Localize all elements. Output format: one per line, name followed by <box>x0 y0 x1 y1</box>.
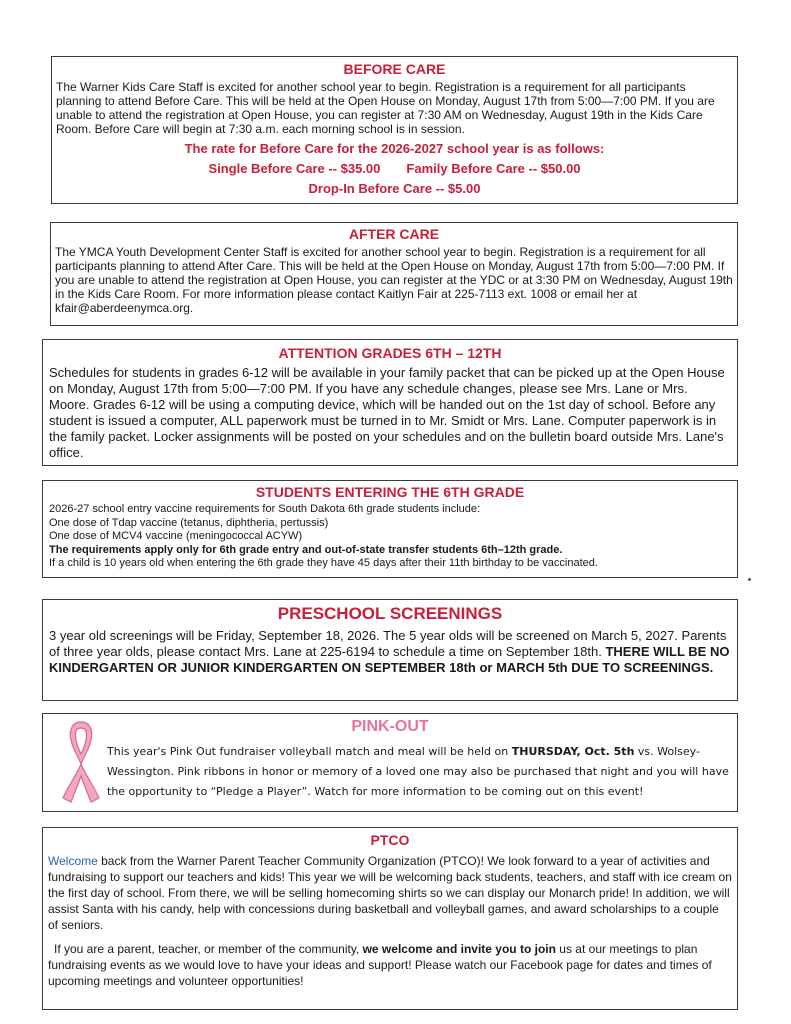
ptco-text-1: back from the Warner Parent Teacher Community Organization (PTCO)! We look forward to a year of activities and fundraising to support our teachers and kids! This year we will be welcoming back students, teachers, and staff with ice cream on the first day of school. From there, we will be selling homecoming shirts so we can display our Monarch pride! In addition, we will assist Santa with his candy, help with concessions during basketball and volleyball games, and award scholarships to a couple of seniors. <box>48 854 732 932</box>
after-care-title: AFTER CARE <box>348 226 440 242</box>
grades-title: ATTENTION GRADES 6TH – 12TH <box>278 345 502 361</box>
preschool-title: PRESCHOOL SCREENINGS <box>277 604 503 623</box>
pinkout-body <box>49 742 731 802</box>
sixth-grade-section <box>42 480 738 578</box>
family-rate: Family Before Care -- $50.00 <box>406 161 581 176</box>
ptco-invite: we welcome and invite you to join <box>362 942 556 956</box>
single-rate: Single Before Care -- $35.00 <box>208 161 381 176</box>
before-care-body: The Warner Kids Care Staff is excited for another school year to begin. Registration is a requirement for all participants planning to attend Before Care. This will be held at the Open House on Monday, August 17th from 5:00—7:00 PM. If you are unable to attend the registration at Open House, you can register at 7:30 AM on Wednesday, August 19th in the Kids Care Room. Before Care will begin at 7:30 a.m. each morning school is in session. <box>56 80 715 136</box>
welcome-word: Welcome <box>48 854 98 868</box>
preschool-section <box>42 599 738 701</box>
vaccine-line-5: If a child is 10 years old when entering the 6th grade they have 45 days after their 11th birthday to be vaccinated. <box>49 557 598 569</box>
pinkout-title: PINK-OUT <box>351 718 429 735</box>
ptco-title: PTCO <box>370 832 410 848</box>
scan-dot <box>748 578 751 581</box>
ptco-section <box>42 827 738 1010</box>
preschool-text: 3 year old screenings will be Friday, September 18, 2026. The 5 year olds will be screened on March 5, 2027. Parents of three year olds, please contact Mrs. Lane at 225-6194 to schedule a time on September 18th. <box>49 628 727 659</box>
ptco-text-2b: us at our meetings to plan fundraising events as we would love to have your ideas and support! Please watch our Facebook page for dates and times of upcoming meetings and volunteer opportunities! <box>48 942 712 988</box>
after-care-section <box>50 222 738 326</box>
ptco-paragraph-1 <box>48 853 732 933</box>
pink-ribbon-icon <box>59 718 103 804</box>
before-care-rates <box>56 159 733 179</box>
vaccine-line-4: The requirements apply only for 6th grade entry and out-of-state transfer students 6th–12th grade. <box>49 543 563 556</box>
ptco-paragraph-2 <box>48 941 732 989</box>
preschool-bold-notice: THERE WILL BE NO KINDERGARTEN OR JUNIOR KINDERGARTEN ON SEPTEMBER 18th or MARCH 5th DUE TO SCREENINGS. <box>49 644 730 675</box>
ptco-text-2a: If you are a parent, teacher, or member of the community, <box>54 942 363 956</box>
preschool-body <box>49 628 731 676</box>
grades-body: Schedules for students in grades 6-12 will be available in your family packet that can be picked up at the Open House on Monday, August 17th from 5:00—7:00 PM. If you have any schedule changes, please see Mrs. Lane or Mrs. Moore. Grades 6-12 will be using a computing device, which will be handed out on the 1st day of school. Before any student is issued a computer, ALL paperwork must be turned in to Mr. Smidt or Mrs. Lane. Computer paperwork is in the family packet. Locker assignments will be posted on your schedules and on the bulletin board outside Mrs. Lane's office. <box>49 365 725 460</box>
vaccine-line-1: 2026-27 school entry vaccine requirements for South Dakota 6th grade students include: <box>49 503 481 515</box>
pinkout-section <box>42 713 738 812</box>
before-care-rate-heading: The rate for Before Care for the 2026-2027 school year is as follows: <box>184 141 605 156</box>
pinkout-text-b: vs. Wolsey-Wessington. Pink ribbons in honor or memory of a loved one may also be purchased that night and you will have the opportunity to “Pledge a Player”. Watch for more information to be coming out on this event! <box>107 745 729 798</box>
vaccine-line-3: One dose of MCV4 vaccine (meningococcal ACYW) <box>49 530 303 542</box>
grades-section <box>42 339 738 466</box>
vaccine-line-2: One dose of Tdap vaccine (tetanus, diphtheria, pertussis) <box>49 516 329 529</box>
pinkout-date: THURSDAY, Oct. 5th <box>511 745 635 758</box>
pinkout-text-a: This year's Pink Out fundraiser volleyball match and meal will be held on <box>107 745 512 758</box>
sixth-grade-title: STUDENTS ENTERING THE 6TH GRADE <box>255 484 525 500</box>
dropin-rate: Drop-In Before Care -- $5.00 <box>308 181 481 196</box>
after-care-body: The YMCA Youth Development Center Staff is excited for another school year to begin. Registration is a requirement for all participants planning to attend After Care. This will be held at the Open House on Monday, August 17th from 5:00—7:00 PM. If you are unable to attend the registration at Open House, you can register at the YDC or at 3:30 PM on Wednesday, August 19th in the Kids Care Room. For more information please contact Kaitlyn Fair at 225-7113 ext. 1008 or email her at kfair@aberdeenymca.org. <box>55 245 733 315</box>
before-care-title: BEFORE CARE <box>343 61 446 77</box>
before-care-section <box>51 56 738 204</box>
